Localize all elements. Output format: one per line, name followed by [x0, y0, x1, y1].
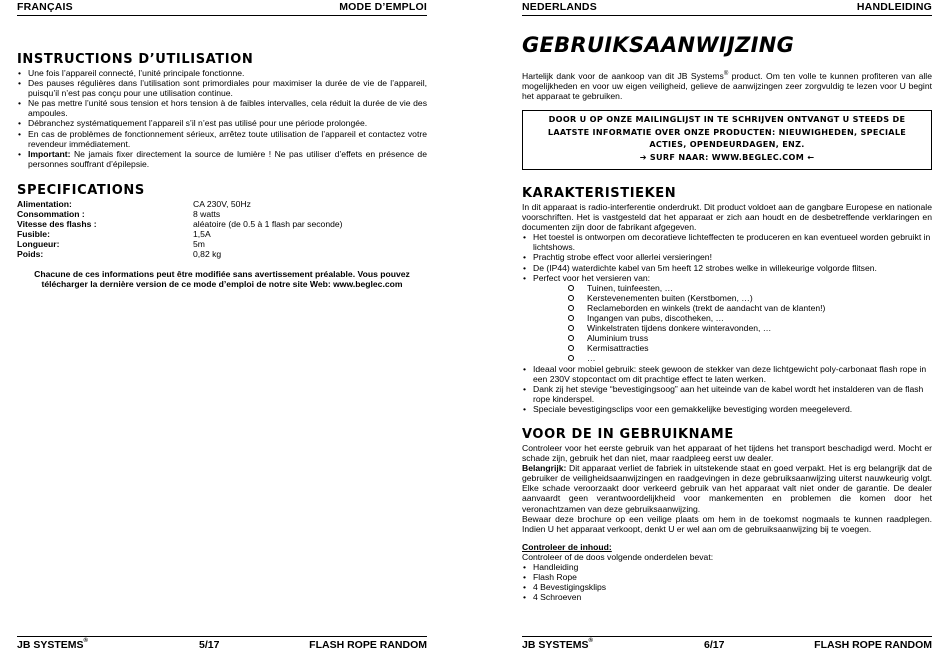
spec-key: Alimentation:: [17, 199, 72, 209]
header-rule: [17, 15, 427, 16]
list-item: • Ne pas mettre l’unité sous tension et hors tension à de faibles intervalles, cela réduit la durée de vie des ampoules.: [17, 98, 427, 118]
page-footer: [17, 639, 427, 653]
spec-value: 1,5A: [193, 229, 211, 240]
list-item: • Dank zij het stevige “bevestigingsoog” aan het uiteinde van de kabel wordt het instalderen van de flash rope kinderspel.: [522, 384, 932, 404]
list-item: Aluminium truss: [522, 333, 932, 343]
header-title: MODE D’EMPLOI: [339, 1, 427, 13]
registered-mark: ®: [83, 638, 88, 644]
specifications-heading: SPECIFICATIONS: [17, 183, 145, 198]
list-item: • Débranchez systématiquement l’appareil s’il n’est pas utilisé pour une période prolongée.: [17, 118, 427, 128]
intro-paragraph: [522, 69, 932, 101]
keep-brochure-paragraph: Bewaar deze brochure op een veilige plaats om hem in de toekomst nogmaals te kunnen raadplegen. Indien U het apparaat verkoopt, denkt U er wel aan om de gebruiksaanwijzing bij te voegen.: [522, 513, 932, 534]
footer-product: FLASH ROPE RANDOM: [814, 639, 932, 651]
brand-name: JB SYSTEMS: [522, 639, 589, 651]
list-item: • Une fois l’appareil connecté, l’unité principale fonctionne.: [17, 68, 427, 78]
list-item: • 4 Bevestigingsklips: [522, 582, 932, 592]
before-use-paragraph: Controleer voor het eerste gebruik van het apparaat of het tijdens het transport beschadigd werd. Mocht er schade zijn, gebruik het dan niet, maar raadpleeg eerst uw dealer.: [522, 443, 932, 464]
footer-rule: [17, 636, 427, 637]
important-label: Belangrijk:: [522, 463, 567, 474]
spec-value: 5m: [193, 239, 205, 250]
before-use-section: [522, 443, 932, 602]
spec-value: 8 watts: [193, 209, 221, 220]
header-title: HANDLEIDING: [856, 1, 932, 13]
features-section: [522, 202, 932, 414]
table-row: [17, 209, 343, 219]
list-item: • Het toestel is ontworpen om decoratieve lichteffecten te produceren en kan eventueel worden gebruikt in lichtshows.: [522, 232, 932, 252]
list-item: Winkelstraten tijdens donkere winteravonden, …: [522, 323, 932, 333]
spec-key: Vitesse des flashs :: [17, 219, 97, 230]
instructions-heading: INSTRUCTIONS D’UTILISATION: [17, 52, 254, 67]
right-page: [522, 0, 932, 654]
footer-brand: [522, 639, 593, 651]
specifications-table: [17, 199, 343, 260]
footer-brand: [17, 639, 88, 651]
list-item: • Perfect voor het versieren van:: [522, 273, 932, 283]
list-item: [17, 149, 427, 169]
list-item: • Prachtig strobe effect voor allerlei versieringen!: [522, 252, 932, 262]
list-item: …: [522, 353, 932, 363]
list-item: Tuinen, tuinfeesten, …: [522, 283, 932, 293]
note-line: Chacune de ces informations peut être modifiée sans avertissement préalable. Vous pouvez: [34, 269, 410, 279]
page-title: GEBRUIKSAANWIJZING: [522, 33, 795, 57]
intro-text: Hartelijk dank voor de aankoop van dit JB Systems: [522, 70, 724, 81]
spec-key: Longueur:: [17, 239, 60, 250]
brand-name: JB SYSTEMS: [17, 639, 84, 651]
footer-page-number: 6/17: [704, 639, 725, 651]
list-item: • Ideaal voor mobiel gebruik: steek gewoon de stekker van deze lichtgewicht poly-carbonaat flash rope in een 230V stopcontact om dit prachtige effect te laten werken.: [522, 364, 932, 384]
left-page: [17, 0, 427, 654]
list-item: • Speciale bevestigingsclips voor een gemakkelijke bevestiging worden meegeleverd.: [522, 404, 932, 414]
registered-mark: ®: [588, 638, 593, 644]
important-paragraph: [522, 463, 932, 513]
table-row: [17, 219, 343, 229]
instructions-list: [17, 68, 427, 169]
spec-key: Fusible:: [17, 229, 50, 240]
important-text: Ne jamais fixer directement la source de lumière ! Ne pas utiliser d’effets en présence de personnes souffrant d’épilepsie.: [28, 148, 427, 169]
spec-value: aléatoire (de 0.5 à 1 flash par seconde): [193, 219, 343, 230]
page-footer: [522, 639, 932, 653]
list-item: Kerstevenementen buiten (Kerstbomen, …): [522, 293, 932, 303]
list-item: • Handleiding: [522, 562, 932, 572]
box-line: ACTIES, OPENDEURDAGEN, ENZ.: [649, 139, 805, 150]
spec-value: CA 230V, 50Hz: [193, 199, 251, 209]
table-row: [17, 249, 343, 259]
header-language: FRANÇAIS: [17, 1, 73, 13]
list-item: • Flash Rope: [522, 572, 932, 582]
list-item: Kermisattracties: [522, 343, 932, 353]
instructions-section: [17, 68, 427, 169]
page-header: [17, 0, 427, 14]
header-rule: [522, 15, 932, 16]
contents-heading: Controleer de inhoud:: [522, 541, 612, 552]
intro-text: product. Om ten volle te kunnen profiteren van alle mogelijkheden en voor uw eigen veiligheid, gelieve de aanwijzingen zeer zorgvuldig te lezen voor U begint het apparaat te gebruiken.: [522, 70, 932, 102]
mailing-list-box: [522, 110, 932, 170]
spec-key: Consommation :: [17, 209, 85, 220]
important-label: Important:: [28, 148, 71, 159]
before-use-heading: VOOR DE IN GEBRUIKNAME: [522, 427, 734, 442]
table-row: [17, 239, 343, 249]
spec-value: 0,82 kg: [193, 249, 222, 260]
uses-sublist: [522, 283, 932, 364]
specifications-note: [17, 269, 427, 289]
box-line: DOOR U OP ONZE MAILINGLIJST IN TE SCHRIJVEN ONTVANGT U STEEDS DE: [548, 114, 906, 124]
features-heading: KARAKTERISTIEKEN: [522, 186, 677, 201]
note-line: télécharger la dernière version de ce mode d’emploi de notre site Web: www.beglec.com: [41, 279, 403, 290]
table-row: [17, 229, 343, 239]
footer-page-number: 5/17: [199, 639, 220, 651]
features-list-continued: [522, 364, 932, 414]
page-header: [522, 0, 932, 14]
spec-key: Poids:: [17, 249, 44, 260]
features-list: [522, 232, 932, 282]
features-intro: In dit apparaat is radio-interferentie onderdrukt. Dit product voldoet aan de gangbare Europese en nationale voorschriften. Het is vastgesteld dat het apparaat er zich aan houdt en de desbetreffende verklaringen en documenten zijn door de fabrikant afgegeven.: [522, 202, 932, 233]
list-item: • En cas de problèmes de fonctionnement sérieux, arrêtez toute utilisation de l’appareil et contactez votre revendeur immédiatement.: [17, 129, 427, 149]
list-item: Ingangen van pubs, discotheken, …: [522, 313, 932, 323]
footer-rule: [522, 636, 932, 637]
contents-list: [522, 562, 932, 602]
list-item: • 4 Schroeven: [522, 592, 932, 602]
list-item: • Des pauses régulières dans l’utilisation sont primordiales pour maximiser la durée de vie de l’appareil, puisqu’il n’est pas conçu pour une utilisation continue.: [17, 78, 427, 98]
header-language: NEDERLANDS: [522, 1, 597, 13]
box-line: LAATSTE INFORMATIE OVER ONZE PRODUCTEN: NIEUWIGHEDEN, SPECIALE: [547, 126, 907, 137]
footer-product: FLASH ROPE RANDOM: [309, 639, 427, 651]
box-line[interactable]: ➔ SURF NAAR: WWW.BEGLEC.COM ←: [639, 151, 815, 162]
contents-intro: Controleer of de doos volgende onderdelen bevat:: [522, 551, 714, 562]
table-row: [17, 199, 343, 209]
list-item: Reclameborden en winkels (trekt de aandacht van de klanten!): [522, 303, 932, 313]
list-item: • De (IP44) waterdichte kabel van 5m heeft 12 strobes welke in willekeurige volgorde flitsen.: [522, 263, 932, 273]
important-text: Dit apparaat verliet de fabriek in uitstekende staat en goed verpakt. Het is erg belangrijk dat de gebruiker de veiligheidsaanwijzingen en raadgevingen in deze gebruiksaanwijzing uiterst nauwkeurig volgt. Elke schade veroorzaakt door verkeerd gebruik van het apparaat valt niet onder de garantie. De dealer aanvaardt geen verantwoordelijkheid voor mankementen en problemen die komen door het veronachtzamen van deze gebruiksaanwijzing.: [522, 463, 932, 514]
registered-mark: ®: [723, 71, 729, 77]
